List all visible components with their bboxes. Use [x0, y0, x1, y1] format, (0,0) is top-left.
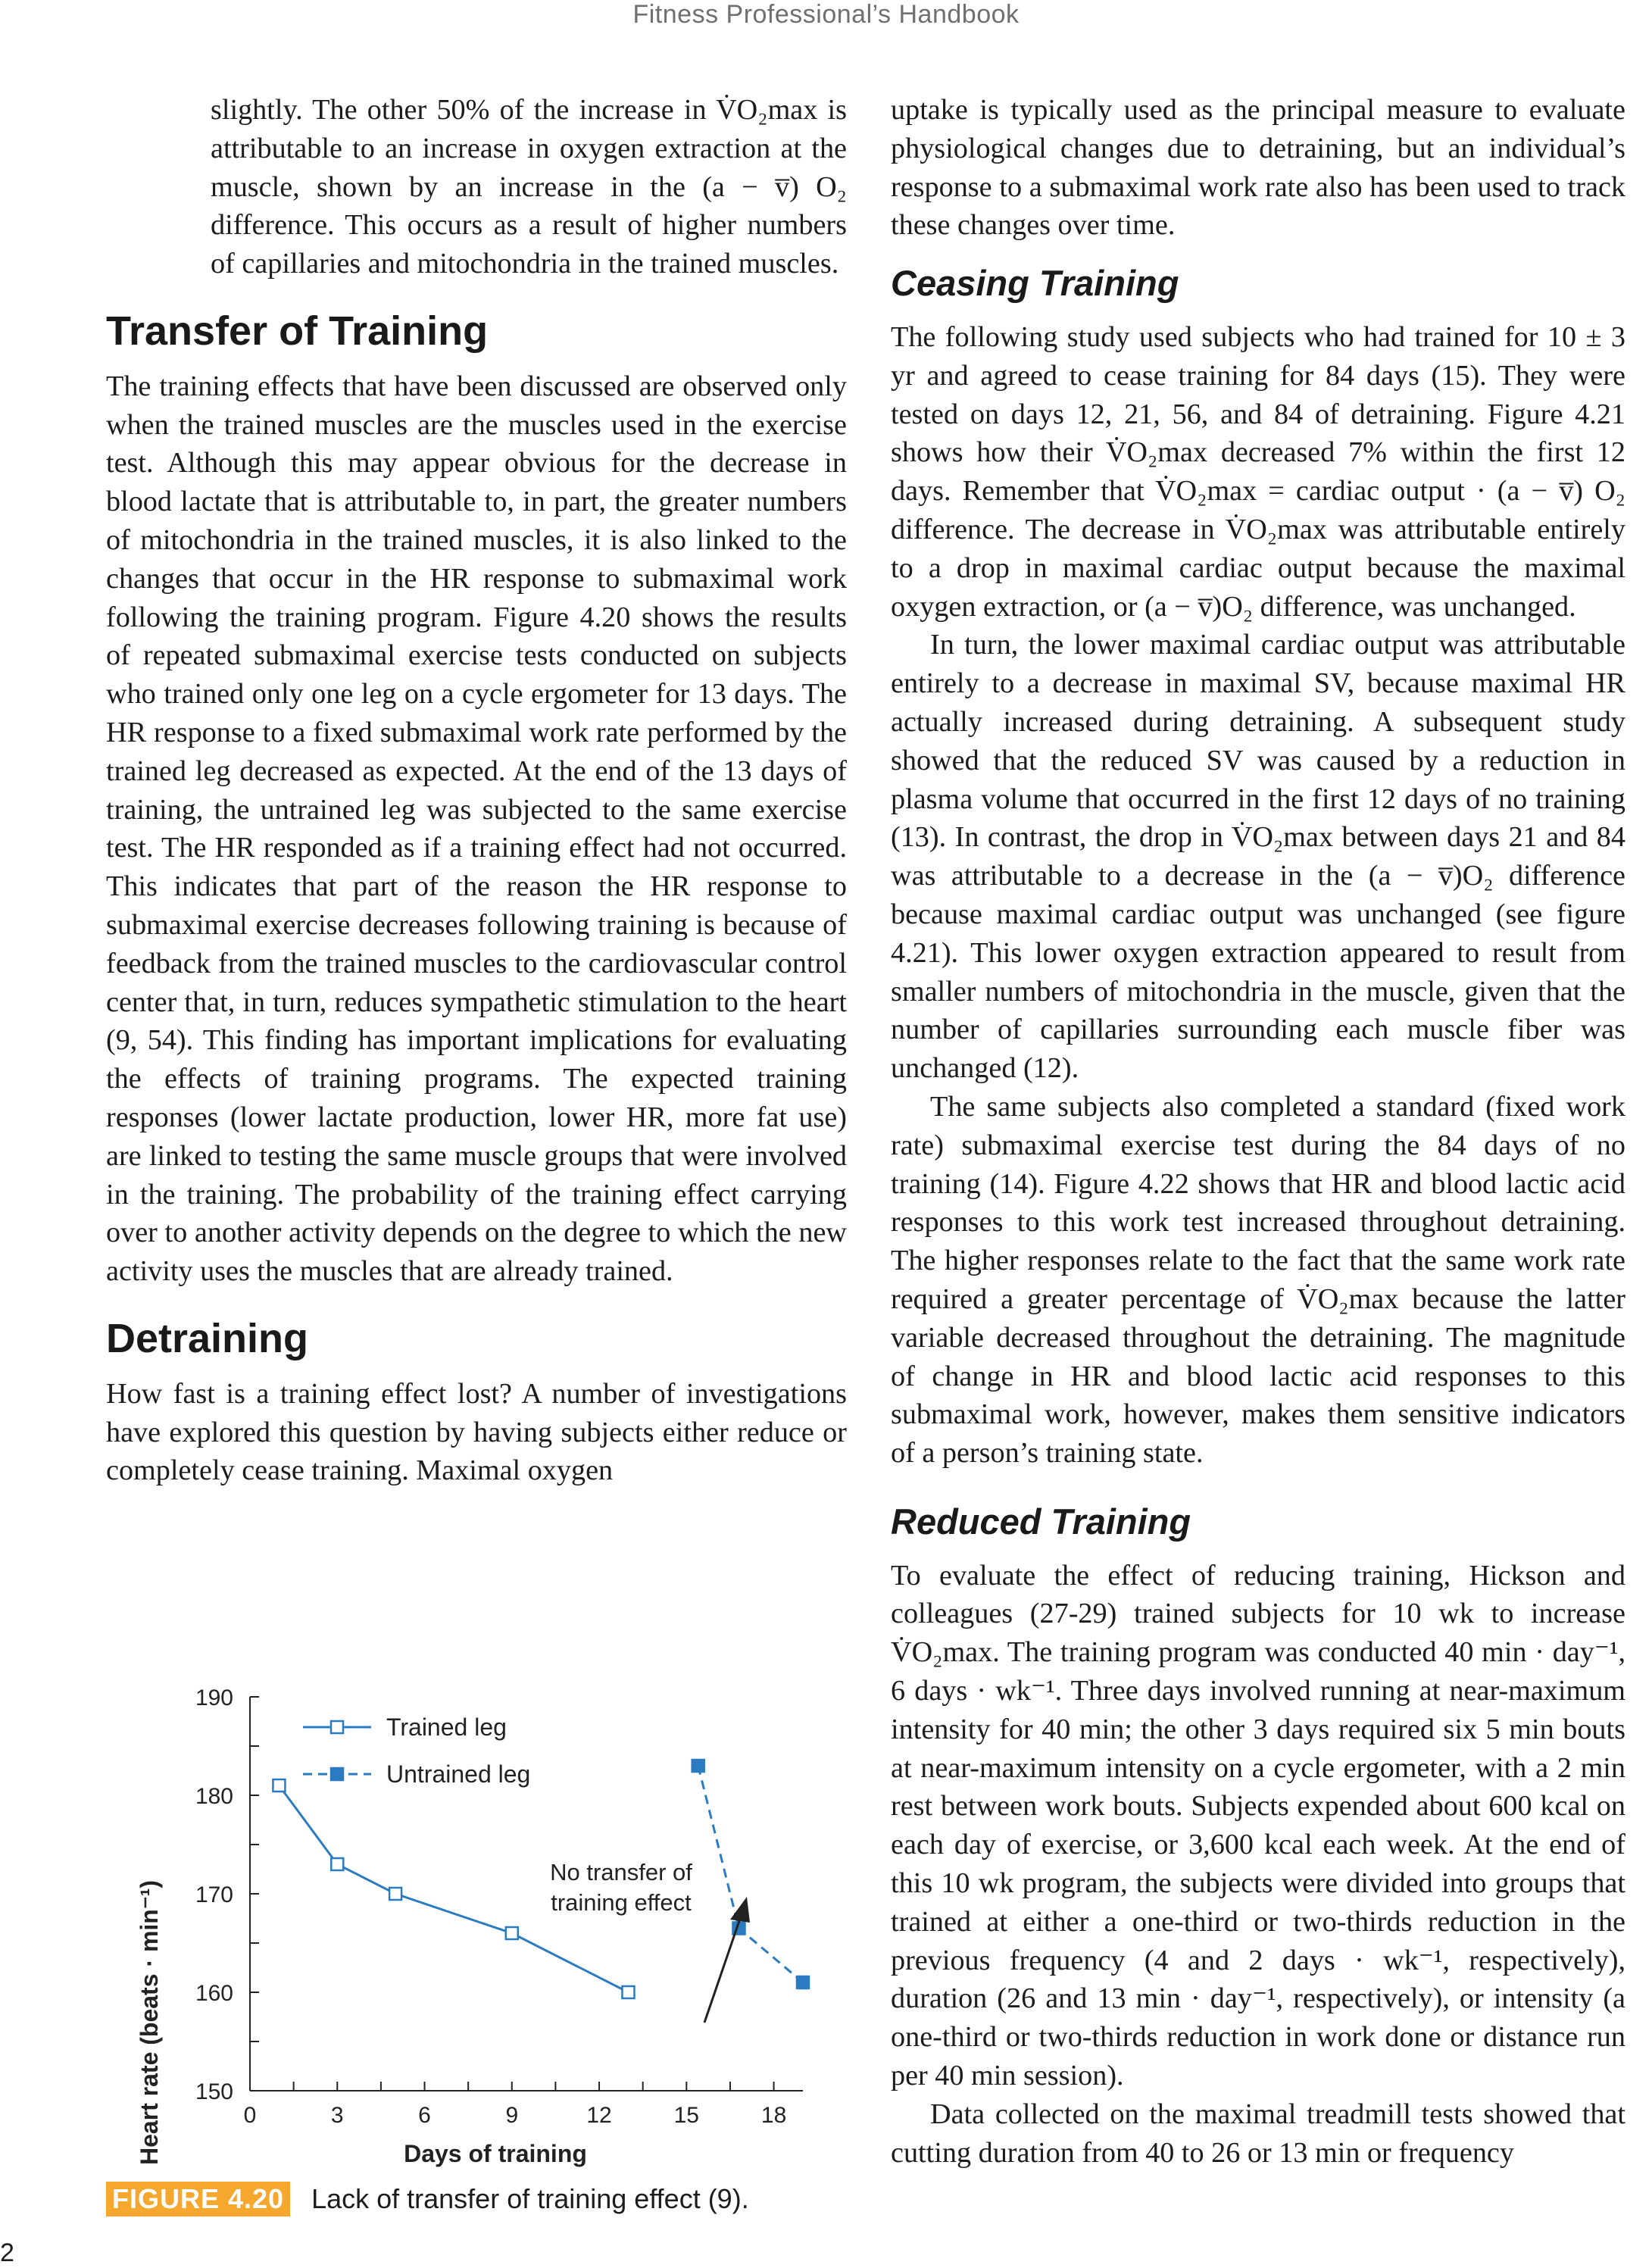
- figure-caption: [106, 2182, 749, 2216]
- data-point: [692, 1760, 704, 1772]
- chart-annotation: [550, 1859, 750, 2023]
- chart-axes: [250, 1697, 803, 2091]
- reduced-paragraph-1: To evaluate the effect of reducing training, Hickson and colleagues (27-29) trained subjects for 10 wk to increase V̇O₂max. The training program was conducted 40 min · day⁻¹, 6 days · wk⁻¹. Three days involved running at near-maximum intensity for 40 min; the other 3 days required six 5 min bouts at near-maximum intensity on a cycle ergometer, with a 2 min rest between work bouts. Subjects expended about 600 kcal on each day of exercise, or 3,600 kcal each week. At the end of this 10 wk program, the subjects were divided into groups that trained at either a one-third or two-thirds reduction in the previous frequency (4 and 2 days · wk⁻¹, respectively), duration (26 and 13 min · day⁻¹, respectively), or intensity (a one-third or two-thirds reduction in work done or distance run per 40 min session).: [891, 1559, 1625, 2092]
- x-tick-label: 9: [505, 2103, 519, 2128]
- annotation-arrow-head: [730, 1897, 750, 1923]
- heart-rate-chart: [106, 1644, 847, 2174]
- x-tick-label: 12: [586, 2103, 612, 2128]
- right-column: [891, 91, 1625, 2172]
- y-tick-label: 160: [195, 1981, 233, 2006]
- y-tick-label: 180: [195, 1784, 233, 1809]
- legend-label-0: Trained leg: [386, 1713, 507, 1741]
- y-tick-label: 170: [195, 1882, 233, 1907]
- ceasing-paragraph-1: The following study used subjects who had trained for 10 ± 3 yr and agreed to cease training for 84 days (15). They were tested on days 12, 21, 56, and 84 of detraining. Figure 4.21 shows how their V̇O₂max decreased 7% within the first 12 days. Remember that V̇O₂max = cardiac output · (a − v̅) O₂ difference. The decrease in V̇O₂max was attributable entirely to a drop in maximal cardiac output because the maximal oxygen extraction, or (a − v̅)O₂ difference, was unchanged.: [891, 320, 1625, 623]
- data-point: [389, 1888, 401, 1900]
- detraining-heading: Detraining: [106, 1315, 309, 1361]
- x-tick-label: 18: [760, 2103, 787, 2128]
- chart-legend: [303, 1713, 530, 1788]
- data-point: [506, 1927, 518, 1939]
- annotation-arrow-shaft: [704, 1917, 741, 2023]
- ceasing-paragraph-2: In turn, the lower maximal cardiac output was attributable entirely to a decrease in maximal SV, because maximal HR actually increased during detraining. A subsequent study showed that the reduced SV was caused by a reduction in plasma volume that occurred in the first 12 days of no training (13). In contrast, the drop in V̇O₂max between days 21 and 84 was attributable to a decrease in the (a − v̅)O₂ difference because maximal cardiac output was unchanged (see figure 4.21). This lower oxygen extraction appeared to result from smaller numbers of mitochondria in the muscle, given that the number of capillaries surrounding each muscle fiber was unchanged (12).: [891, 629, 1625, 1085]
- y-tick-label: 190: [195, 1685, 233, 1710]
- data-point: [331, 1858, 343, 1870]
- data-point: [622, 1986, 634, 1998]
- left-column: [106, 91, 847, 1490]
- detraining-continued-paragraph: uptake is typically used as the principal measure to evaluate physiological changes due to detraining, but an individual’s response to a submaximal work rate also has been used to track these changes over time.: [891, 94, 1625, 242]
- data-point: [273, 1779, 285, 1792]
- x-axis-label: Days of training: [404, 2140, 587, 2167]
- detraining-paragraph: How fast is a training effect lost? A number of investigations have explored this question by having subjects either reduce or completely cease training. Maximal oxygen: [106, 1377, 847, 1487]
- data-point: [797, 1976, 809, 1988]
- y-tick-label: 150: [195, 2079, 233, 2104]
- intro-paragraph: slightly. The other 50% of the increase in V̇O₂max is attributable to an increase in oxygen extraction at the muscle, shown by an increase in the (a − v̅) O₂ difference. This occurs as a result of higher numbers of capillaries and mitochondria in the trained muscles.: [211, 94, 847, 280]
- ceasing-heading: Ceasing Training: [891, 263, 1179, 304]
- page-number: 2: [0, 2238, 14, 2267]
- legend-marker-1: [331, 1768, 343, 1780]
- annotation-line-1: No transfer of: [550, 1859, 692, 1885]
- y-axis-label: Heart rate (beats · min⁻¹): [136, 1879, 163, 2166]
- x-tick-label: 3: [330, 2103, 344, 2128]
- chart-series: [273, 1760, 809, 1998]
- legend-label-1: Untrained leg: [386, 1760, 531, 1788]
- series-line-1: [698, 1766, 803, 1982]
- reduced-paragraph-2: Data collected on the maximal treadmill tests showed that cutting duration from 40 to 26 or 13 min or frequency: [891, 2098, 1625, 2169]
- x-tick-label: 15: [673, 2103, 700, 2128]
- figure-caption-text: Lack of transfer of training effect (9).: [311, 2183, 749, 2214]
- figure-4-20: [106, 1644, 847, 2235]
- legend-marker-0: [331, 1721, 343, 1733]
- x-tick-label: 0: [243, 2103, 257, 2128]
- chart-ticks: [195, 1685, 786, 2128]
- annotation-line-2: training effect: [551, 1889, 692, 1916]
- ceasing-paragraph-3: The same subjects also completed a standard (fixed work rate) submaximal exercise test during the 84 days of no training (14). Figure 4.22 shows that HR and blood lactic acid responses to this work test increased throughout detraining. The higher responses relate to the fact that the same work rate required a greater percentage of V̇O₂max because the latter variable decreased throughout the detraining. The magnitude of change in HR and blood lactic acid responses to this submaximal work, however, makes them sensitive indicators of a person’s training state.: [891, 1090, 1625, 1470]
- transfer-heading: Transfer of Training: [106, 308, 489, 354]
- reduced-heading: Reduced Training: [891, 1501, 1191, 1542]
- figure-label: FIGURE 4.20: [106, 2182, 290, 2216]
- x-tick-label: 6: [418, 2103, 431, 2128]
- running-head: Fitness Professional’s Handbook: [632, 0, 1020, 29]
- transfer-paragraph: The training effects that have been discussed are observed only when the trained muscles are the muscles used in the exercise test. Although this may appear obvious for the decrease in blood lactate that is attributable to, in part, the greater numbers of mitochondria in the trained muscles, it is also linked to the changes that occur in the HR response to submaximal work following the training program. Figure 4.20 shows the results of repeated submaximal exercise tests conducted on subjects who trained only one leg on a cycle ergometer for 13 days. The HR response to a fixed submaximal work rate performed by the trained leg decreased as expected. At the end of the 13 days of training, the untrained leg was subjected to the same exercise test. The HR responded as if a training effect had not occurred. This indicates that part of the reason the HR response to submaximal exercise decreases following training is because of feedback from the trained muscles to the cardiovascular control center that, in turn, reduces sympathetic stimulation to the heart (9, 54). This finding has important implications for evaluating the effects of training programs. The expected training responses (lower lactate production, lower HR, more fat use) are linked to testing the same muscle groups that were involved in the training. The probability of the training effect carrying over to another activity depends on the degree to which the new activity uses the muscles that are already trained.: [106, 370, 847, 1288]
